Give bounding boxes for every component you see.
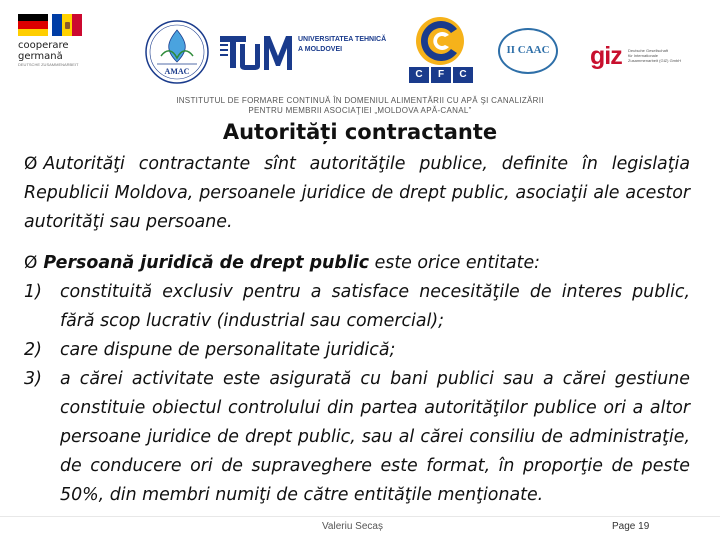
footer-author: Valeriu Secaș — [322, 521, 383, 532]
entity-term: Persoană juridică de drept public — [43, 253, 370, 273]
list-text: care dispune de personalitate juridică; — [60, 340, 396, 360]
cooperare-germana-logo — [18, 14, 98, 78]
utm-logo — [220, 30, 400, 72]
amac-logo — [143, 18, 211, 86]
coop-line1: cooperare — [18, 40, 69, 51]
criteria-list — [24, 278, 690, 510]
list-number: 3) — [24, 369, 42, 389]
giz-line2: für Internationale — [628, 53, 659, 58]
cfc-letter: C — [409, 67, 429, 83]
cfc-logo — [405, 15, 475, 90]
giz-line1: Deutsche Gesellschaft — [628, 48, 669, 53]
slide-title: Autorități contractante — [222, 120, 498, 144]
amac-emblem-icon — [143, 18, 211, 86]
arrow-bullet-icon: Ø — [24, 253, 38, 273]
arrow-bullet-icon: Ø — [24, 154, 38, 174]
amac-label: AMAC — [164, 67, 190, 76]
coop-line2: germană — [18, 51, 63, 62]
list-text: constituită exclusiv pentru a satisface necesităţile de interes public, fără scop lucrativ (industrial sau comercial); — [60, 282, 690, 331]
giz-line3: Zusammenarbeit (GIZ) GmbH — [628, 58, 682, 63]
entity-intro: este orice entitate: — [369, 253, 541, 273]
institute-header — [140, 96, 580, 116]
entity-paragraph — [24, 249, 690, 278]
institute-line1: INSTITUTUL DE FORMARE CONTINUĂ ÎN DOMENIUL ALIMENTĂRII CU APĂ ŞI CANALIZĂRII — [176, 96, 544, 105]
list-item — [24, 278, 690, 336]
cfc-letter: F — [431, 67, 451, 83]
iicaac-logo — [498, 28, 562, 78]
list-item — [24, 365, 690, 510]
list-number: 2) — [24, 340, 42, 360]
iicaac-label: II CAAC — [498, 28, 558, 74]
page-number: Page 19 — [612, 521, 650, 532]
giz-wordmark: giz — [590, 42, 622, 70]
moldova-flag-icon — [52, 14, 82, 36]
giz-logo — [590, 40, 700, 74]
footer-divider — [0, 516, 720, 517]
utm-line1: UNIVERSITATEA TEHNICĂ — [298, 36, 387, 43]
german-flag-icon — [18, 14, 48, 36]
list-text: a cărei activitate este asigurată cu bani publici sau a cărei gestiune constituie obiectul controlului din partea autorităţilor publice ori a altor persoane juridice de drept public, sau al cărei consiliu de administraţie, de conducere ori de supraveghere este format, în proporţie de peste 50%, din membri numiţi de către entităţile menţionate. — [60, 369, 690, 505]
utm-line2: A MOLDOVEI — [298, 46, 343, 53]
cfc-emblem-icon — [405, 15, 475, 67]
list-number: 1) — [24, 282, 42, 302]
utm-monogram-icon — [220, 30, 296, 72]
coop-line3: DEUTSCHE ZUSAMMENARBEIT — [18, 62, 79, 67]
definition-paragraph — [24, 150, 690, 237]
cfc-letter: C — [453, 67, 473, 83]
list-item — [24, 336, 690, 365]
logo-bar — [0, 0, 720, 95]
definition-text: Autorităţi contractante sînt autorităţile publice, definite în legislaţia Republicii Moldova, persoanele juridice de drept public, asociaţii ale acestor autorităţi sau persoane. — [24, 154, 690, 232]
institute-line2: PENTRU MEMBRII ASOCIAŢIEI „MOLDOVA APĂ-CANAL” — [248, 106, 472, 115]
